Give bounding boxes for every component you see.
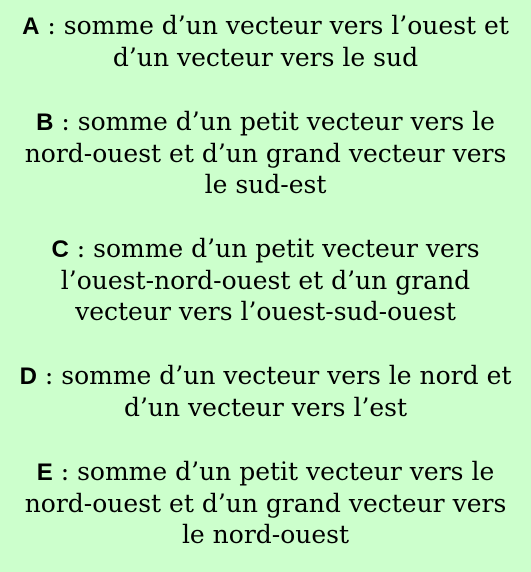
option-e (18, 456, 513, 550)
option-c-letter: C (51, 236, 69, 263)
option-d-text: : somme d’un vecteur vers le nord et d’un vecteur vers l’est (36, 361, 512, 422)
option-e-text: : somme d’un petit vecteur vers le nord-ouest et d’un grand vecteur vers le nord-ouest (24, 457, 507, 549)
option-b-text: : somme d’un petit vecteur vers le nord-ouest et d’un grand vecteur vers le sud-est (24, 107, 507, 199)
option-a-letter: A (22, 13, 40, 40)
option-d-letter: D (19, 363, 37, 390)
option-b (18, 106, 513, 200)
option-d (18, 360, 513, 423)
option-e-letter: E (36, 459, 53, 486)
option-b-letter: B (36, 109, 54, 136)
option-c (18, 233, 513, 327)
option-a (18, 10, 513, 73)
option-c-text: : somme d’un petit vecteur vers l’ouest-nord-ouest et d’un grand vecteur vers l’ouest-sud-ouest (60, 234, 480, 326)
option-a-text: : somme d’un vecteur vers l’ouest et d’un vecteur vers le sud (39, 11, 509, 72)
